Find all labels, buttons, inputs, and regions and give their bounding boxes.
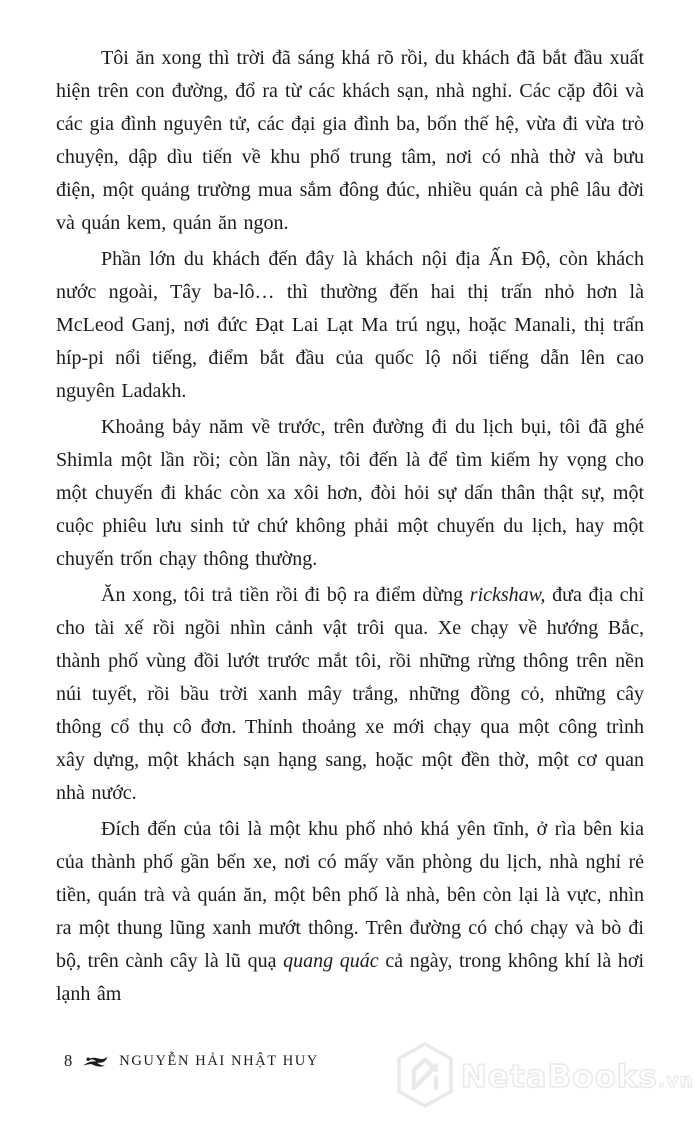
text-segment: Tôi ăn xong thì trời đã sáng khá rõ rồi, du khách đã bắt đầu xuất hiện trên con đường, đổ ra từ các khách sạn, nhà nghỉ. Các cặp đôi và các gia đình nguyên tử, các đại gia đình ba, bốn thế hệ, vừa đi vừa trò chuyện, dập dìu tiến về khu phố trung tâm, nơi có nhà thờ và bưu điện, một quảng trường mua sắm đông đúc, nhiều quán cà phê lâu đời và quán kem, quán ăn ngon.: [56, 47, 644, 234]
paragraph: [56, 579, 644, 810]
text-segment: Phần lớn du khách đến đây là khách nội địa Ấn Độ, còn khách nước ngoài, Tây ba-lô… thì thường đến hai thị trấn nhỏ hơn là McLeod Ganj, nơi đức Đạt Lai Lạt Ma trú ngụ, hoặc Manali, thị trấn híp-pi nổi tiếng, điểm bắt đầu của quốc lộ nổi tiếng dẫn lên cao nguyên Ladakh.: [56, 248, 644, 402]
netabooks-wordmark: NetaBooks.vn: [460, 1059, 694, 1095]
text-segment: Đích đến của tôi là một khu phố nhỏ khá yên tĩnh, ở rìa bên kia của thành phố gần bến xe, nơi có mấy văn phòng du lịch, nhà nghỉ rẻ tiền, quán trà và quán ăn, một bên phố là nhà, bên còn lại là vực, nhìn ra một thung lũng xanh mướt thông. Trên đường có chó chạy và bò đi bộ, trên cành cây là lũ quạ: [56, 818, 644, 972]
page-footer: [64, 1048, 319, 1074]
paragraph: [56, 813, 644, 1011]
paragraph: [56, 411, 644, 576]
author-running-head: NGUYỄN HẢI NHẬT HUY: [119, 1052, 319, 1069]
italic-text-segment: quang quác: [283, 950, 379, 972]
text-segment: Ăn xong, tôi trả tiền rồi đi bộ ra điểm dừng: [101, 584, 470, 606]
paragraph: [56, 243, 644, 408]
text-segment: cả ngày, trong không khí là hơi lạnh âm: [56, 950, 644, 1005]
fleuron-ornament-icon: [82, 1053, 109, 1069]
italic-text-segment: rickshaw,: [469, 584, 546, 606]
page-number: 8: [64, 1051, 73, 1070]
text-segment: đưa địa chỉ cho tài xế rồi ngồi nhìn cảnh vật trôi qua. Xe chạy về hướng Bắc, thành phố vùng đồi lướt trước mắt tôi, rồi những rừng thông trên nền núi tuyết, rồi bầu trời xanh mây trắng, những đồng cỏ, những cây thông cổ thụ cô đơn. Thỉnh thoảng xe mới chạy qua một công trình xây dựng, một khách sạn hạng sang, hoặc một đền thờ, một cơ quan nhà nước.: [56, 584, 645, 804]
netabooks-logo-icon: [396, 1042, 454, 1113]
text-segment: Khoảng bảy năm về trước, trên đường đi du lịch bụi, tôi đã ghé Shimla một lần rồi; còn lần này, tôi đến là để tìm kiếm hy vọng cho một chuyến đi khác còn xa xôi hơn, đòi hỏi sự dấn thân thật sự, một cuộc phiêu lưu sinh tử chứ không phải một chuyến du lịch, hay một chuyến trốn chạy thông thường.: [56, 416, 644, 570]
netabooks-watermark: [396, 1038, 694, 1116]
page-text: [56, 42, 644, 1014]
paragraph: [56, 42, 644, 240]
